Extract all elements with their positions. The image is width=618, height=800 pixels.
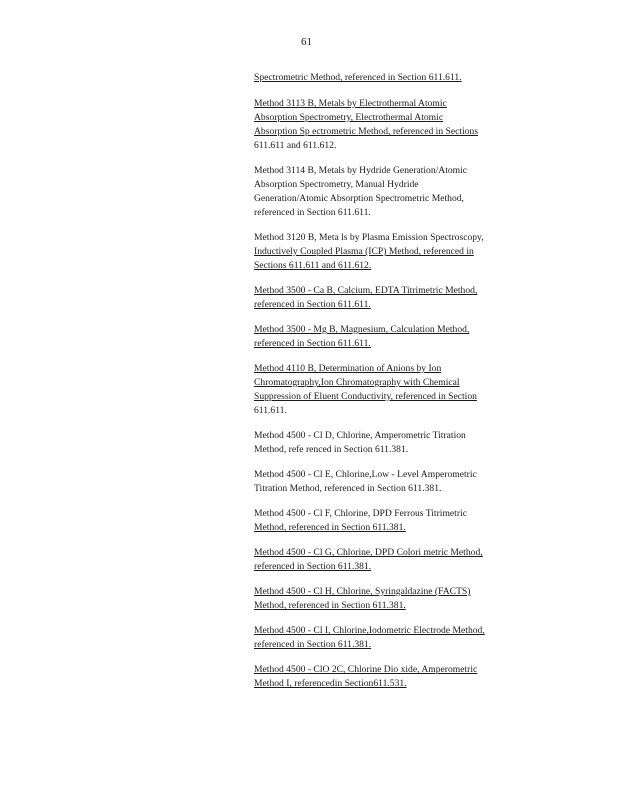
list-item — [254, 624, 538, 652]
list-item — [254, 284, 538, 312]
entry-line: referenced in Section 611.611. — [254, 207, 371, 218]
list-item — [254, 546, 538, 574]
entry-line: 611.611 and 611.612. — [254, 140, 337, 151]
entry-line: referenced in Section 611.381. — [254, 639, 372, 650]
entry-line: Method 3120 B, Meta ls by Plasma Emission Spectroscopy, — [254, 232, 484, 243]
entry-line: referenced in Section 611.611. — [254, 338, 371, 349]
entry-line: Method I, referencedin Section611.531. — [254, 678, 407, 689]
page-number: 61 — [301, 36, 312, 48]
entry-line: Generation/Atomic Absorption Spectrometric Method, — [254, 193, 464, 204]
entry-line: Method 4110 B, Determination of Anions by Ion — [254, 363, 442, 374]
entry-line: Method 4500 - Cl H, Chlorine, Syringaldazine (FACTS) — [254, 586, 471, 597]
entry-line: Method, referenced in Section 611.381. — [254, 522, 406, 533]
entry-line: referenced in Section 611.381. — [254, 561, 372, 572]
list-item — [254, 231, 538, 273]
list-item — [254, 585, 538, 613]
entry-line: Method 4500 - Cl G, Chlorine, DPD Colori metric Method, — [254, 547, 483, 558]
entry-line: Spectrometric Method, referenced in Section 611.611. — [254, 72, 462, 83]
entry-line: Titration Method, referenced in Section 611.381. — [254, 483, 442, 494]
entry-line: Method 4500 - Cl F, Chlorine, DPD Ferrous Titrimetric — [254, 508, 467, 519]
entry-line: Method 3500 - Mg B, Magnesium, Calculation Method, — [254, 324, 470, 335]
entry-line: Absorption Spectrometry, Manual Hydride — [254, 179, 419, 190]
list-item — [254, 323, 538, 351]
entry-line: Sections 611.611 and 611.612. — [254, 260, 372, 271]
list-item — [254, 164, 538, 220]
entry-line: Method 3114 B, Metals by Hydride Generation/Atomic — [254, 165, 468, 176]
list-item — [254, 97, 538, 153]
entry-line: Inductively Coupled Plasma (ICP) Method, referenced in — [254, 246, 474, 257]
entry-line: Method 4500 - Cl D, Chlorine, Amperometric Titration — [254, 430, 466, 441]
entry-line: Method, refe renced in Section 611.381. — [254, 444, 409, 455]
entry-line: Method 3113 B, Metals by Electrothermal Atomic — [254, 98, 447, 109]
entry-line: Method, referenced in Section 611.381. — [254, 600, 406, 611]
entry-line: Method 3500 - Ca B, Calcium, EDTA Titrimetric Method, — [254, 285, 478, 296]
entry-line: Method 4500 - Cl E, Chlorine,Low - Level Amperometric — [254, 469, 477, 480]
entry-line: Chromatography,Ion Chromatography with Chemical — [254, 377, 460, 388]
entry-line: Absorption Spectrometry, Electrothermal Atomic — [254, 112, 444, 123]
entry-line: Absorption Sp ectrometric Method, referenced in Sections — [254, 126, 479, 137]
entry-line: referenced in Section 611.611. — [254, 299, 371, 310]
entry-line: Method 4500 - ClO 2C, Chlorine Dio xide, Amperometric — [254, 664, 478, 675]
entry-line: Suppression of Eluent Conductivity, referenced in Section — [254, 391, 477, 402]
list-item — [254, 429, 538, 457]
entry-line: 611.611. — [254, 405, 287, 416]
list-item — [254, 663, 538, 691]
list-item — [254, 362, 538, 418]
document-body — [254, 71, 538, 702]
list-item — [254, 71, 538, 85]
list-item — [254, 468, 538, 496]
entry-line: Method 4500 - Cl I, Chlorine,Iodometric Electrode Method, — [254, 625, 485, 636]
list-item — [254, 507, 538, 535]
